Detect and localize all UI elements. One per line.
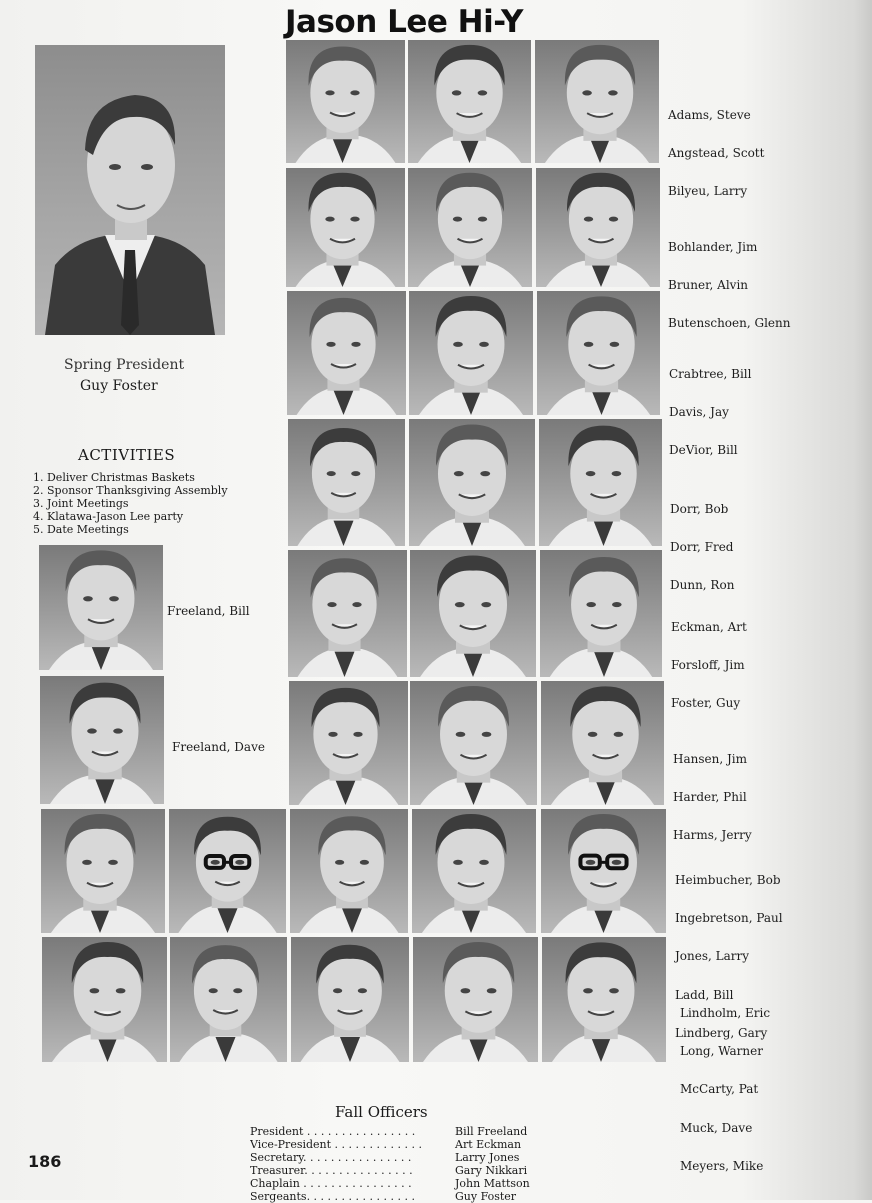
officer-role: Vice-President . . . . . . . . . . . . . [250, 1138, 422, 1151]
student-portrait [290, 809, 408, 933]
caption-name: Lindholm, Eric [680, 1005, 771, 1020]
officer-role: President . . . . . . . . . . . . . . . . [250, 1125, 416, 1138]
row-caption-5 [671, 595, 747, 736]
student-portrait [408, 40, 531, 163]
caption-name: Crabtree, Bill [669, 366, 752, 381]
caption-name: Bruner, Alvin [668, 277, 749, 292]
student-portrait [39, 545, 163, 670]
activity-item: 5. Date Meetings [33, 523, 129, 536]
officer-row [250, 1125, 540, 1138]
student-portrait [289, 681, 408, 805]
caption-freeland-bill: Freeland, Bill [167, 604, 250, 618]
student-portrait [541, 681, 664, 805]
student-portrait [170, 937, 287, 1062]
student-portrait [536, 168, 660, 287]
caption-name: Long, Warner [680, 1043, 763, 1058]
caption-name: Muck, Dave [680, 1120, 753, 1135]
fall-officers-list [250, 1125, 540, 1203]
caption-name: Ingebretson, Paul [675, 910, 783, 925]
officer-row [250, 1177, 540, 1190]
caption-name: Harms, Jerry [673, 828, 752, 843]
activities-heading: ACTIVITIES [78, 446, 176, 464]
student-portrait [412, 809, 536, 933]
officer-row [250, 1138, 540, 1151]
officer-role: Sergeants. . . . . . . . . . . . . . . . [250, 1190, 415, 1203]
activity-item: 1. Deliver Christmas Baskets [33, 471, 195, 484]
president-portrait [35, 45, 225, 335]
officer-name: John Mattson [455, 1177, 530, 1190]
caption-name: Forsloff, Jim [671, 657, 745, 672]
caption-name: Heimbucher, Bob [675, 872, 781, 887]
student-portrait [413, 937, 538, 1062]
caption-name: Eckman, Art [671, 619, 747, 634]
officer-name: Larry Jones [455, 1151, 520, 1164]
student-portrait [40, 676, 164, 804]
spring-president-name: Guy Foster [80, 378, 158, 394]
officer-role: Chaplain . . . . . . . . . . . . . . . . [250, 1177, 412, 1190]
activity-item: 2. Sponsor Thanksgiving Assembly [33, 484, 228, 497]
caption-name: Hansen, Jim [673, 751, 747, 766]
caption-name: DeVior, Bill [669, 443, 738, 458]
student-portrait [291, 937, 409, 1062]
officer-role: Secretary. . . . . . . . . . . . . . . . [250, 1151, 412, 1164]
caption-name: Bilyeu, Larry [668, 184, 748, 199]
student-portrait [169, 809, 286, 933]
activity-item: 3. Joint Meetings [33, 497, 129, 510]
student-portrait [288, 550, 407, 677]
row-caption-2 [668, 215, 790, 356]
student-portrait [41, 809, 165, 933]
student-portrait [288, 419, 405, 546]
caption-name: Dorr, Bob [670, 501, 729, 516]
page-number: 186 [28, 1152, 62, 1171]
caption-name: Butenschoen, Glenn [668, 316, 791, 331]
student-portrait [410, 681, 537, 805]
activities-list [33, 471, 228, 536]
caption-name: Bohlander, Jim [668, 239, 758, 254]
caption-name: Dunn, Ron [670, 578, 735, 593]
officer-name: Guy Foster [455, 1190, 517, 1203]
caption-name: Ladd, Bill [675, 987, 734, 1002]
activity-item: 4. Klatawa-Jason Lee party [33, 510, 184, 523]
caption-name: Davis, Jay [669, 404, 729, 419]
student-portrait [537, 291, 660, 415]
caption-name: Jones, Larry [675, 949, 750, 964]
student-portrait [408, 168, 532, 287]
student-portrait [286, 168, 405, 287]
officer-name: Art Eckman [455, 1138, 522, 1151]
officer-role: Treasurer. . . . . . . . . . . . . . . . [250, 1164, 413, 1177]
student-portrait [539, 419, 662, 546]
page-title: Jason Lee Hi-Y [285, 4, 523, 40]
student-portrait [535, 40, 659, 163]
caption-name: Angstead, Scott [668, 145, 765, 160]
student-portrait [540, 550, 662, 677]
student-portrait [42, 937, 167, 1062]
student-portrait [410, 550, 536, 677]
student-portrait [541, 809, 666, 933]
caption-name: Adams, Steve [668, 107, 751, 122]
student-portrait [409, 291, 533, 415]
row-caption-8 [680, 981, 770, 1199]
caption-name: Foster, Guy [671, 696, 741, 711]
caption-name: Meyers, Mike [680, 1159, 764, 1174]
officer-name: Gary Nikkari [455, 1164, 528, 1177]
row-caption-6 [673, 727, 752, 868]
fall-officers-heading: Fall Officers [335, 1103, 428, 1121]
caption-name: Dorr, Fred [670, 539, 734, 554]
officer-row [250, 1151, 540, 1164]
officer-row [250, 1164, 540, 1177]
row-caption-3 [669, 342, 751, 483]
student-portrait [287, 291, 406, 415]
officer-name: Bill Freeland [455, 1125, 528, 1138]
student-portrait [409, 419, 535, 546]
caption-name: Harder, Phil [673, 789, 747, 804]
row-caption-1 [668, 83, 764, 224]
officer-row [250, 1190, 540, 1203]
caption-name: Lindberg, Gary [675, 1026, 768, 1041]
spring-president-title: Spring President [64, 357, 185, 373]
caption-freeland-dave: Freeland, Dave [172, 740, 265, 754]
caption-name: McCarty, Pat [680, 1082, 759, 1097]
student-portrait [286, 40, 405, 163]
student-portrait [542, 937, 666, 1062]
